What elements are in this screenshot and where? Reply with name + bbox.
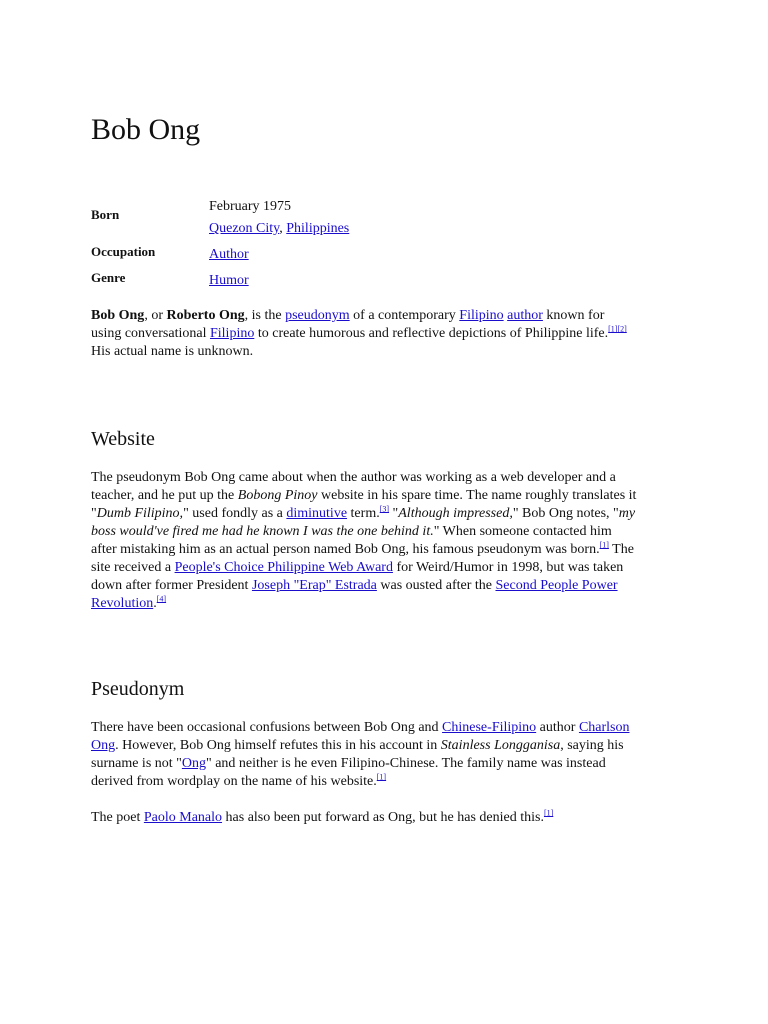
section-heading-website: Website xyxy=(91,428,155,450)
citation xyxy=(544,808,553,817)
pseudonym-paragraph-1 xyxy=(91,719,681,791)
infobox-value-born-date: February 1975 xyxy=(209,199,292,214)
pseudonym-line-2 xyxy=(91,737,681,755)
website-text: term. xyxy=(347,506,380,521)
pseudonym-text: There have been occasional confusions between Bob Ong and xyxy=(91,720,443,735)
pseudonym-line-3 xyxy=(91,755,681,773)
intro-text: , is the xyxy=(244,308,286,323)
website-line-1: The pseudonym Bob Ong came about when the author was working as a web developer and a xyxy=(91,470,616,485)
italic-dumb-filipino: Dumb Filipino, xyxy=(96,506,184,521)
citation-link-1[interactable]: [1] xyxy=(376,772,387,782)
link-author-intro[interactable]: author xyxy=(507,308,543,323)
intro-paragraph xyxy=(91,307,681,361)
website-text: for Weird/Humor in 1998, but was taken xyxy=(392,560,624,575)
italic-stainless-longganisa: Stainless Longganisa xyxy=(440,738,561,753)
link-revolution[interactable]: Revolution xyxy=(91,596,154,611)
citation-link-1[interactable]: [1] xyxy=(608,324,618,334)
link-charlson[interactable]: Charlson xyxy=(578,720,630,735)
citation xyxy=(600,540,609,549)
link-joseph-estrada[interactable]: Joseph "Erap" Estrada xyxy=(251,578,377,593)
website-text: " xyxy=(91,506,97,521)
infobox-label-occupation: Occupation xyxy=(91,244,156,259)
infobox-value-genre xyxy=(209,270,249,291)
link-diminutive[interactable]: diminutive xyxy=(286,506,348,521)
website-line-8 xyxy=(91,595,681,613)
link-filipino-language[interactable]: Filipino xyxy=(209,326,255,341)
pseudonym-text: surname is not " xyxy=(91,756,182,771)
pseudonym-text: " and neither is he even Filipino-Chinese. The family name was instead xyxy=(206,756,606,771)
pseudonym-p2-line-1 xyxy=(91,809,681,827)
intro-line-2 xyxy=(91,325,681,343)
intro-text: of a contemporary xyxy=(349,308,460,323)
link-ong-surname[interactable]: Ong xyxy=(181,756,206,771)
website-paragraph xyxy=(91,469,681,613)
intro-text: known for xyxy=(542,308,605,323)
intro-bold-bob-ong: Bob Ong xyxy=(91,308,145,323)
link-paolo-manalo[interactable]: Paolo Manalo xyxy=(143,810,223,825)
website-line-5 xyxy=(91,541,681,559)
website-line-2 xyxy=(91,487,681,505)
intro-bold-roberto-ong: Roberto Ong xyxy=(166,308,245,323)
italic-bobong-pinoy: Bobong Pinoy xyxy=(237,488,318,503)
italic-quote: boss would've fired me had he known I was the one behind it. xyxy=(91,524,434,539)
intro-text: to create humorous and reflective depictions of Philippine life. xyxy=(254,326,609,341)
link-author[interactable]: Author xyxy=(209,247,249,262)
intro-line-1 xyxy=(91,307,681,325)
citation xyxy=(157,594,166,603)
citation xyxy=(377,772,386,781)
italic-although-impressed: Although impressed, xyxy=(398,506,513,521)
pseudonym-line-4 xyxy=(91,773,681,791)
pseudonym-text: author xyxy=(536,720,579,735)
pseudonym-text: has also been put forward as Ong, but he has denied this. xyxy=(222,810,544,825)
pseudonym-paragraph-2 xyxy=(91,809,681,827)
website-text: " Bob Ong notes, " xyxy=(512,506,619,521)
pseudonym-text: , saying his xyxy=(560,738,624,753)
website-line-3 xyxy=(91,505,681,523)
citation-link-1[interactable]: [1] xyxy=(599,540,609,550)
citation-link-3[interactable]: [3] xyxy=(379,504,390,514)
citation-link-2[interactable]: [2] xyxy=(617,324,627,334)
infobox-value-occupation xyxy=(209,244,249,265)
website-text: The xyxy=(608,542,634,557)
intro-text: using conversational xyxy=(91,326,210,341)
website-text: down after former President xyxy=(91,578,252,593)
pseudonym-text: derived from wordplay on the name of his website. xyxy=(91,774,377,789)
page-title: Bob Ong xyxy=(91,113,201,146)
link-humor[interactable]: Humor xyxy=(209,273,249,288)
link-second-people-power[interactable]: Second People Power xyxy=(495,578,618,593)
citation-link-4[interactable]: [4] xyxy=(156,594,167,604)
section-heading-pseudonym: Pseudonym xyxy=(91,678,185,700)
intro-line-3: His actual name is unknown. xyxy=(91,344,254,359)
pseudonym-line-1 xyxy=(91,719,681,737)
citation-link-1[interactable]: [1] xyxy=(543,808,554,818)
infobox-label-genre: Genre xyxy=(91,270,126,285)
italic-quote-start: my xyxy=(618,506,636,521)
website-text: site received a xyxy=(91,560,175,575)
link-charlson-ong[interactable]: Ong xyxy=(91,738,116,753)
website-text: " When someone contacted him xyxy=(433,524,612,539)
website-text: teacher, and he put up the xyxy=(91,488,238,503)
link-web-award[interactable]: People's Choice Philippine Web Award xyxy=(174,560,393,575)
website-text: . xyxy=(153,596,157,611)
pseudonym-text: . However, Bob Ong himself refutes this in his account in xyxy=(115,738,441,753)
website-line-7 xyxy=(91,577,681,595)
link-pseudonym[interactable]: pseudonym xyxy=(285,308,350,323)
link-filipino[interactable]: Filipino xyxy=(459,308,504,323)
pseudonym-text: The poet xyxy=(91,810,144,825)
infobox-value-born-place xyxy=(209,218,349,239)
website-text: was ousted after the xyxy=(376,578,496,593)
website-line-4 xyxy=(91,523,681,541)
citation xyxy=(608,324,627,333)
website-text: " used fondly as a xyxy=(183,506,287,521)
infobox-label-born: Born xyxy=(91,207,120,222)
website-line-6 xyxy=(91,559,681,577)
link-chinese-filipino[interactable]: Chinese-Filipino xyxy=(442,720,537,735)
link-philippines[interactable]: Philippines xyxy=(286,221,350,236)
infobox-born-separator: , xyxy=(279,221,287,236)
intro-text: , or xyxy=(144,308,167,323)
link-quezon-city[interactable]: Quezon City xyxy=(209,221,280,236)
website-text: after mistaking him as an actual person named Bob Ong, his famous pseudonym was born. xyxy=(91,542,600,557)
citation xyxy=(380,504,389,513)
website-text: website in his spare time. The name roughly translates it xyxy=(317,488,637,503)
website-text: " xyxy=(389,506,399,521)
